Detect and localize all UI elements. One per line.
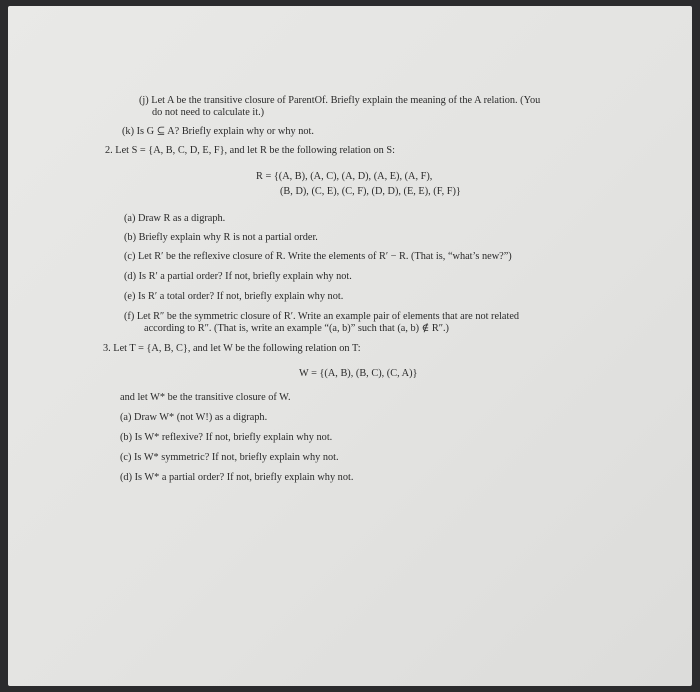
- problem-2b: (b) Briefly explain why R is not a partial order.: [124, 232, 318, 243]
- relation-r-line-2: (B, D), (C, E), (C, F), (D, D), (E, E), (F, F)}: [280, 186, 461, 197]
- problem-2a: (a) Draw R as a digraph.: [124, 213, 226, 224]
- problem-3a: (a) Draw W* (not W!) as a digraph.: [120, 412, 268, 423]
- document-page: [8, 6, 692, 686]
- problem-2e: (e) Is R′ a total order? If not, briefly explain why not.: [124, 291, 344, 302]
- problem-2d: (d) Is R′ a partial order? If not, briefly explain why not.: [124, 271, 352, 282]
- problem-3b: (b) Is W* reflexive? If not, briefly explain why not.: [120, 432, 333, 443]
- relation-r-line-1: R = {(A, B), (A, C), (A, D), (A, E), (A, F),: [256, 171, 433, 182]
- relation-w: W = {(A, B), (B, C), (C, A)}: [299, 368, 418, 379]
- problem-1j-line-1: (j) Let A be the transitive closure of ParentOf. Briefly explain the meaning of the A relation. (You: [139, 95, 541, 106]
- problem-2c: (c) Let R′ be the reflexive closure of R. Write the elements of R′ − R. (That is, “what’s new?”): [124, 251, 512, 262]
- problem-2-statement: 2. Let S = {A, B, C, D, E, F}, and let R be the following relation on S:: [105, 145, 395, 156]
- problem-2f-line-2: according to R″. (That is, write an example “(a, b)” such that (a, b) ∉ R″.): [144, 323, 449, 334]
- problem-1k: (k) Is G ⊆ A? Briefly explain why or why not.: [122, 126, 314, 137]
- problem-3-statement: 3. Let T = {A, B, C}, and let W be the following relation on T:: [103, 343, 361, 354]
- problem-1j-line-2: do not need to calculate it.): [152, 107, 265, 118]
- problem-2f-line-1: (f) Let R″ be the symmetric closure of R′. Write an example pair of elements that are not related: [124, 311, 520, 322]
- transitive-closure-note: and let W* be the transitive closure of W.: [120, 392, 291, 403]
- problem-3d: (d) Is W* a partial order? If not, briefly explain why not.: [120, 472, 354, 483]
- problem-3c: (c) Is W* symmetric? If not, briefly explain why not.: [120, 452, 339, 463]
